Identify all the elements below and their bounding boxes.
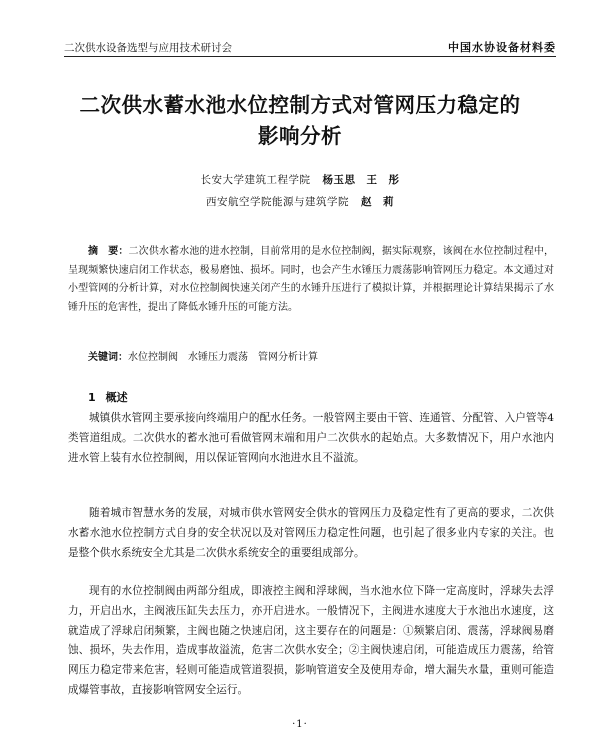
author-line-1 xyxy=(0,172,600,187)
body-paragraph: 现有的水位控制阀由两部分组成，即液控主阀和浮球阀，当水池水位下降一定高度时，浮球失去浮力，开启出水，主阀液压缸失去压力，亦开启进水。一般情况下，主阀进水速度大于水池出水速度，这就造成了浮球启闭频繁，主阀也随之快速启闭，这主要存在的问题是：①频繁启闭、震荡，浮球阀易磨蚀、损坏，失去作用，造成事故溢流，危害二次供水安全；②主阀快速启闭，可能造成压力震荡，给管网压力稳定带来危害，轻则可能造成管道裂损，影响管道安全及使用寿命，增大漏失水量，重则可能造成爆管事故，直接影响管网安全运行。 xyxy=(68,585,554,696)
keywords xyxy=(88,348,554,363)
author-names: 赵 莉 xyxy=(361,196,394,208)
running-header xyxy=(64,38,556,57)
keywords-label: 关键词： xyxy=(88,352,128,363)
section-title: 概述 xyxy=(105,391,128,404)
author-names: 杨玉思 王 彤 xyxy=(322,174,400,186)
section-heading xyxy=(88,389,128,405)
abstract-text: 二次供水蓄水池的进水控制，目前常用的是水位控制阀，据实际观察，该阀在水位控制过程中，呈现频繁快速启闭工作状态，极易磨蚀、损坏。同时，也会产生水锤压力震荡影响管网压力稳定。本文通过对小型管网的分析计算，对水位控制阀快速关闭产生的水锤升压进行了模拟计算，并根据理论计算结果揭示了水锤升压的危害性，提出了降低水锤升压的可能方法。 xyxy=(68,246,555,313)
author-line-2 xyxy=(0,194,600,209)
author-affiliation: 西安航空学院能源与建筑学院 xyxy=(206,196,349,208)
title-line-2: 影响分析 xyxy=(258,124,342,148)
author-affiliation: 长安大学建筑工程学院 xyxy=(200,174,311,186)
title-line-1: 二次供水蓄水池水位控制方式对管网压力稳定的 xyxy=(79,93,521,117)
paper-title xyxy=(40,90,560,152)
header-organization: 中国水协设备材料委 xyxy=(448,41,556,54)
header-conference-name: 二次供水设备选型与应用技术研讨会 xyxy=(64,42,232,54)
section-number: 1 xyxy=(88,391,96,404)
body-paragraph: 随着城市智慧水务的发展，对城市供水管网安全供水的管网压力及稳定性有了更高的要求，二次供水蓄水池水位控制方式自身的安全状况以及对管网压力稳定性问题，也引起了很多业内专家的关注。也是整个供水系统安全尤其是二次供水系统安全的重要组成部分。 xyxy=(68,507,554,559)
body-paragraph: 城镇供水管网主要承接向终端用户的配水任务。一般管网主要由干管、连通管、分配管、入户管等4类管道组成。二次供水的蓄水池可看做管网末端和用户二次供水的起始点。大多数情况下，用户水池内进水管上装有水位控制阀，用以保证管网向水池进水且不溢流。 xyxy=(68,412,554,464)
abstract-label: 摘 要： xyxy=(88,246,129,257)
page-number: ·1· xyxy=(292,719,308,730)
keywords-text: 水位控制阀 水锤压力震荡 管网分析计算 xyxy=(128,352,318,363)
abstract xyxy=(68,243,554,317)
